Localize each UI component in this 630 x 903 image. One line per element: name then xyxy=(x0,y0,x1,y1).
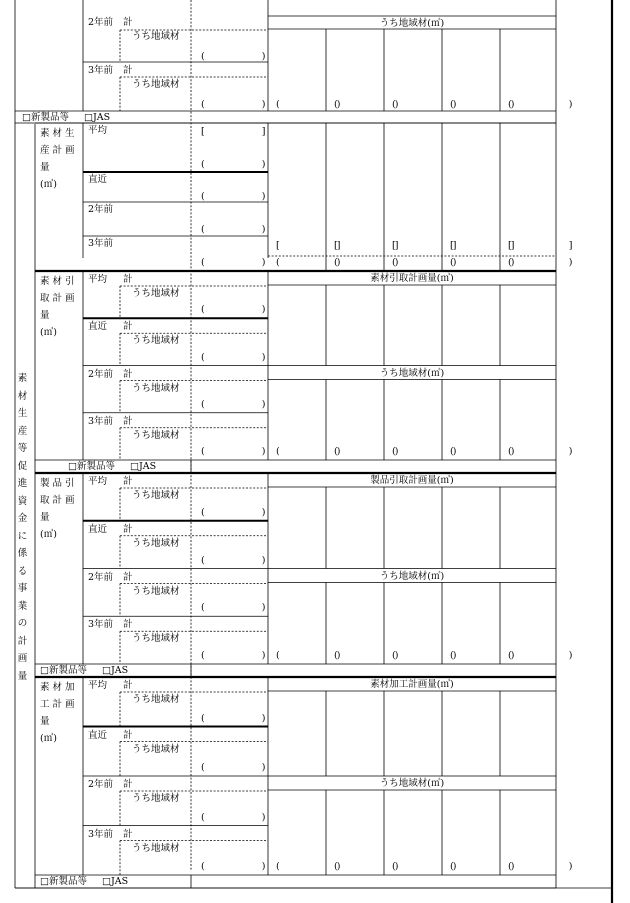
regional-label: うち地域材 xyxy=(132,793,180,804)
total-label: 計 xyxy=(123,571,133,583)
period-label: 3年前 xyxy=(88,238,114,249)
regional-label: うち地域材 xyxy=(132,288,180,299)
paren-placeholder: ( ) xyxy=(201,712,266,724)
paren-placeholder: ( ) xyxy=(276,446,341,457)
paren-placeholder: ( ) xyxy=(392,650,457,661)
section-title: 製 品 引 取 計 画 量 xyxy=(40,478,75,523)
period-label: 2年前 xyxy=(88,779,114,790)
column-header: 製品引取計画量(㎥) xyxy=(370,475,454,486)
paren-placeholder: ( ) xyxy=(334,650,399,661)
period-label: 直近 xyxy=(88,174,108,185)
paren-placeholder: ( ) xyxy=(392,446,457,457)
paren-placeholder: ( ) xyxy=(450,650,515,661)
period-label: 2年前 xyxy=(88,204,114,215)
paren-placeholder: ( ) xyxy=(276,861,341,872)
paren-placeholder: ( ) xyxy=(276,257,341,268)
paren-placeholder: ( ) xyxy=(201,257,266,268)
total-label: 計 xyxy=(123,680,133,691)
total-label: 計 xyxy=(123,523,133,535)
total-label: 計 xyxy=(123,828,133,840)
paren-placeholder: ( ) xyxy=(201,602,266,614)
regional-label: うち地域材 xyxy=(132,633,180,645)
regional-label: うち地域材 xyxy=(132,490,180,501)
paren-placeholder: ( ) xyxy=(334,99,399,110)
paren-placeholder: ( ) xyxy=(508,257,573,268)
total-label: 計 xyxy=(123,65,133,76)
checkbox-new-products[interactable]: □新製品等 xyxy=(40,876,87,887)
period-label: 3年前 xyxy=(88,619,114,631)
unit-label: (㎥) xyxy=(40,327,57,338)
checkbox-jas[interactable]: □JAS xyxy=(102,876,129,887)
period-label: 平均 xyxy=(88,125,108,136)
period-label: 2年前 xyxy=(88,17,114,28)
column-header: 素材引取計画量(㎥) xyxy=(370,273,454,284)
total-label: 計 xyxy=(123,17,133,28)
period-label: 直近 xyxy=(88,729,108,741)
column-header: うち地域材(㎥) xyxy=(379,778,445,789)
checkbox-jas[interactable]: □JAS xyxy=(130,461,157,472)
section-title: 素 材 加 工 計 画 量 xyxy=(40,682,75,727)
paren-placeholder: ( ) xyxy=(201,398,266,410)
bracket-placeholder: [ ] xyxy=(392,240,457,251)
period-label: 3年前 xyxy=(88,65,114,76)
paren-placeholder: ( ) xyxy=(201,99,266,110)
paren-placeholder: ( ) xyxy=(450,257,515,268)
paren-placeholder: ( ) xyxy=(508,650,573,661)
total-label: 計 xyxy=(123,779,133,790)
column-header: うち地域材(㎥) xyxy=(379,367,445,379)
checkbox-jas[interactable]: □JAS xyxy=(102,665,129,676)
paren-placeholder: ( ) xyxy=(334,257,399,268)
period-label: 2年前 xyxy=(88,368,114,380)
period-label: 平均 xyxy=(88,680,108,691)
paren-placeholder: ( ) xyxy=(201,191,266,202)
side-vertical-label: 素 材 生 産 等 促 進 資 金 に 係 る 事 業 の 計 画 量 xyxy=(17,373,28,682)
regional-label: うち地域材 xyxy=(132,79,180,90)
section-title: 素 材 引 取 計 画 量 xyxy=(40,276,75,321)
paren-placeholder: ( ) xyxy=(201,446,266,457)
paren-placeholder: ( ) xyxy=(508,99,573,110)
regional-label: うち地域材 xyxy=(132,743,180,755)
paren-placeholder: ( ) xyxy=(201,762,266,773)
checkbox-new-products[interactable]: □新製品等 xyxy=(68,461,115,472)
total-label: 計 xyxy=(123,368,133,380)
regional-label: うち地域材 xyxy=(132,537,180,549)
period-label: 直近 xyxy=(88,321,108,333)
paren-placeholder: ( ) xyxy=(334,446,399,457)
paren-placeholder: ( ) xyxy=(276,99,341,110)
paren-placeholder: ( ) xyxy=(276,650,341,661)
regional-label: うち地域材 xyxy=(132,694,180,705)
period-label: 平均 xyxy=(88,476,108,487)
column-header: 素材加工計画量(㎥) xyxy=(370,679,454,690)
paren-placeholder: ( ) xyxy=(201,811,266,823)
unit-label: (㎥) xyxy=(40,529,57,540)
total-label: 計 xyxy=(123,729,133,741)
bracket-placeholder: [ ] xyxy=(334,240,399,251)
paren-placeholder: ( ) xyxy=(201,51,266,62)
regional-label: うち地域材 xyxy=(132,31,180,42)
bracket-placeholder: [ ] xyxy=(508,240,573,251)
paren-placeholder: ( ) xyxy=(201,304,266,316)
column-header: うち地域材(㎥) xyxy=(379,18,445,29)
paren-placeholder: ( ) xyxy=(201,224,266,235)
bracket-placeholder: [ ] xyxy=(450,240,515,251)
checkbox-new-products[interactable]: □新製品等 xyxy=(22,112,69,123)
column-header: うち地域材(㎥) xyxy=(379,570,445,582)
paren-placeholder: ( ) xyxy=(201,554,266,566)
period-label: 2年前 xyxy=(88,571,114,583)
checkbox-jas[interactable]: □JAS xyxy=(84,112,111,123)
bracket-placeholder: [ ] xyxy=(201,126,266,137)
regional-label: うち地域材 xyxy=(132,382,180,394)
paren-placeholder: ( ) xyxy=(450,99,515,110)
paren-placeholder: ( ) xyxy=(392,99,457,110)
paren-placeholder: ( ) xyxy=(201,650,266,661)
paren-placeholder: ( ) xyxy=(201,506,266,518)
paren-placeholder: ( ) xyxy=(392,257,457,268)
paren-placeholder: ( ) xyxy=(201,159,266,170)
total-label: 計 xyxy=(123,274,133,285)
regional-label: うち地域材 xyxy=(132,335,180,347)
period-label: 3年前 xyxy=(88,415,114,427)
paren-placeholder: ( ) xyxy=(508,446,573,457)
regional-label: うち地域材 xyxy=(132,585,180,597)
unit-label: (㎥) xyxy=(40,179,57,190)
regional-label: うち地域材 xyxy=(132,842,180,854)
paren-placeholder: ( ) xyxy=(201,861,266,872)
paren-placeholder: ( ) xyxy=(334,861,399,872)
unit-label: (㎥) xyxy=(40,733,57,744)
total-label: 計 xyxy=(123,321,133,333)
total-label: 計 xyxy=(123,476,133,487)
paren-placeholder: ( ) xyxy=(392,861,457,872)
section-title: 素 材 生 産 計 画 量 xyxy=(40,128,75,173)
paren-placeholder: ( ) xyxy=(201,351,266,363)
regional-label: うち地域材 xyxy=(132,429,180,441)
period-label: 平均 xyxy=(88,274,108,285)
checkbox-new-products[interactable]: □新製品等 xyxy=(40,665,87,676)
total-label: 計 xyxy=(123,619,133,631)
paren-placeholder: ( ) xyxy=(450,861,515,872)
bracket-placeholder: [ ] xyxy=(276,240,341,251)
period-label: 3年前 xyxy=(88,828,114,840)
total-label: 計 xyxy=(123,415,133,427)
period-label: 直近 xyxy=(88,523,108,535)
paren-placeholder: ( ) xyxy=(450,446,515,457)
paren-placeholder: ( ) xyxy=(508,861,573,872)
